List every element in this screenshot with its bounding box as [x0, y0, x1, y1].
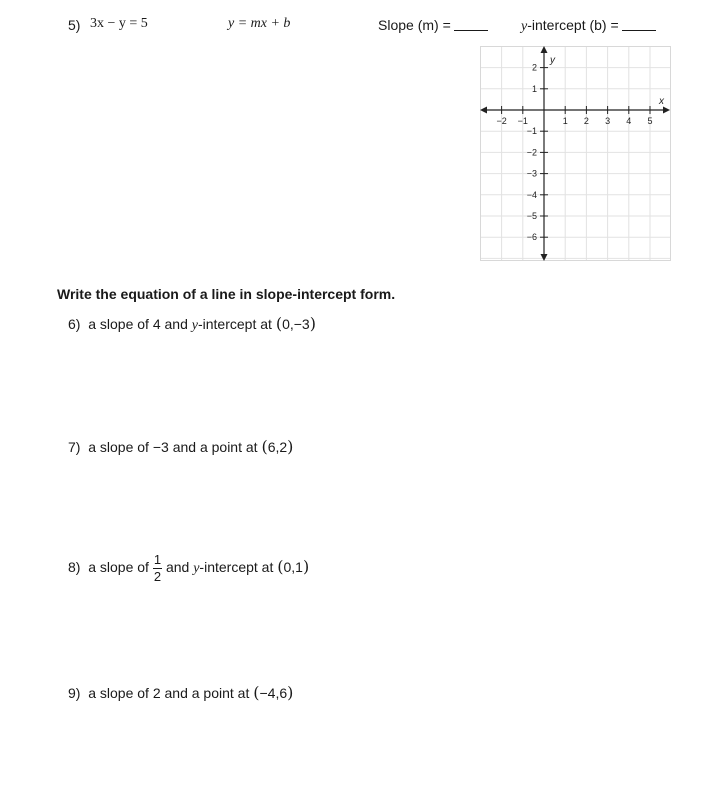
slope-label: Slope (m) = [378, 17, 451, 33]
paren-close: ) [302, 556, 310, 576]
y-tick-label: −4 [526, 189, 537, 200]
x-tick-label: 2 [583, 116, 589, 126]
x-tick-label: 4 [626, 116, 632, 126]
problem-text: -intercept at [199, 558, 278, 575]
slope-field [378, 17, 488, 33]
paren-open: ( [253, 683, 260, 702]
problem-value: −3 [152, 439, 169, 455]
problem-5-equation: 3x − y = 5 [90, 16, 148, 31]
problem-var: y [191, 318, 198, 333]
x-tick-label: 1 [562, 116, 568, 126]
y-tick-label: 1 [531, 83, 537, 94]
grid-border [481, 47, 671, 261]
problem-text: and a point at [168, 439, 262, 455]
intercept-var: y [521, 19, 528, 34]
slope-intercept-form: y = mx + b [228, 16, 291, 31]
problem-text: a slope of 2 and a point at [88, 685, 254, 701]
paren-close: ) [309, 314, 316, 333]
x-tick-label: −2 [496, 116, 507, 126]
problem-var: y [193, 560, 200, 576]
intercept-label: -intercept (b) = [527, 17, 619, 33]
problem-number: 9) [68, 685, 81, 701]
problem-9 [68, 683, 293, 702]
problem-number: 8) [68, 558, 81, 575]
section-heading: Write the equation of a line in slope-intercept form. [57, 286, 396, 302]
intercept-field [521, 17, 656, 35]
x-tick-label: 3 [605, 116, 611, 126]
x-axis-label: x [659, 96, 664, 107]
y-tick-label: −1 [526, 126, 537, 137]
problem-number: 6) [68, 316, 81, 332]
problem-number: 7) [68, 439, 81, 455]
problem-point: −4,6 [259, 685, 288, 701]
paren-close: ) [287, 437, 294, 456]
problem-5-number: 5) [68, 17, 81, 33]
x-tick-label: −1 [517, 116, 528, 126]
slope-blank[interactable] [454, 18, 488, 31]
paren-close: ) [287, 683, 294, 702]
problem-text: a slope of [88, 439, 153, 455]
fraction-denominator: 2 [153, 568, 162, 584]
problem-point: 0,1 [283, 558, 303, 575]
y-tick-label: −2 [526, 147, 537, 158]
problem-7 [68, 437, 293, 456]
problem-6 [68, 314, 316, 334]
problem-point: 0,−3 [282, 316, 310, 332]
paren-open: ( [275, 314, 283, 333]
slope-fraction [153, 553, 162, 583]
x-tick-label: 5 [647, 116, 653, 126]
y-tick-label: −6 [526, 232, 537, 243]
problem-text: -intercept at [197, 316, 276, 332]
paren-open: ( [261, 437, 268, 456]
y-axis-label: y [550, 55, 555, 66]
y-tick-label: 2 [531, 62, 537, 73]
coordinate-grid[interactable] [480, 46, 671, 261]
problem-text: a slope of 4 and [88, 316, 192, 332]
paren-open: ( [277, 556, 284, 576]
problem-point: 6,2 [267, 439, 288, 455]
y-tick-label: −5 [526, 211, 537, 221]
intercept-blank[interactable] [622, 18, 656, 31]
problem-text: a slope of [88, 558, 149, 575]
fraction-numerator: 1 [153, 552, 162, 567]
problem-text: and [165, 558, 194, 575]
problem-8 [68, 553, 309, 583]
y-tick-label: −3 [526, 168, 537, 179]
